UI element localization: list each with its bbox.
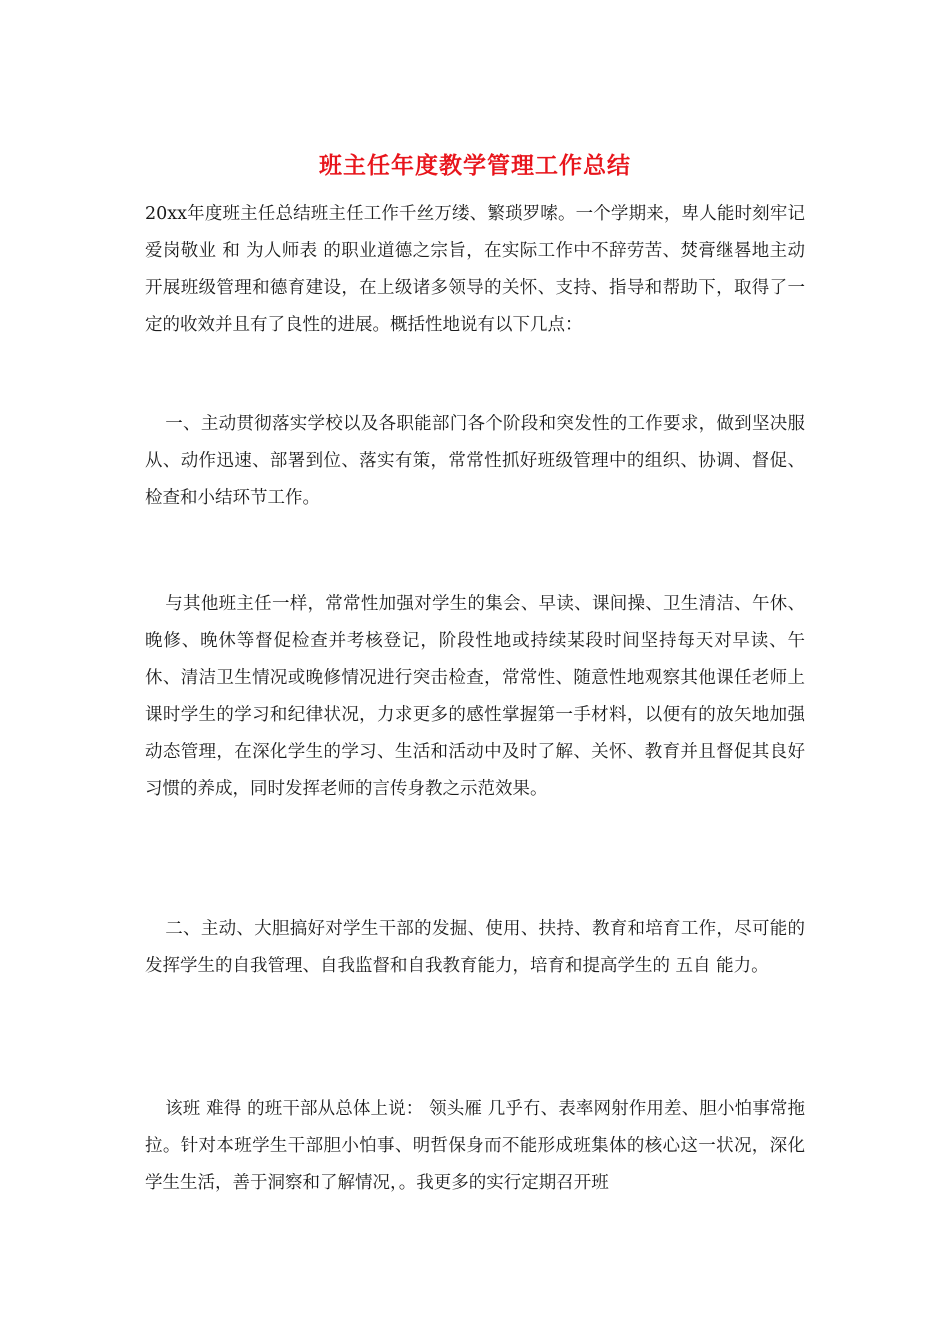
paragraph-section-two-detail [145,1091,805,1202]
paragraph-intro [145,196,805,344]
paragraph-text: 20xx年度班主任总结班主任工作千丝万缕、繁琐罗嗦。一个学期来，卑人能时刻牢记 爱岗敬业 和 为人师表 的职业道德之宗旨，在实际工作中不辞劳苦、焚膏继晷地主动开展班级管理和德育建设，在上级诸多领导的关怀、支持、指导和帮助下，取得了一定的收效并且有了良性的进展。概括性地说有以下几点： [145,204,805,335]
paragraph-text: 一、主动贯彻落实学校以及各职能部门各个阶段和突发性的工作要求，做到坚决服从、动作迅速、部署到位、落实有策，常常性抓好班级管理中的组织、协调、督促、检查和小结环节工作。 [145,414,805,508]
document-title: 班主任年度教学管理工作总结 [319,152,631,179]
paragraph-section-one [145,406,805,517]
paragraph-section-one-detail [145,586,805,808]
paragraph-text: 与其他班主任一样，常常性加强对学生的集会、早读、课间操、卫生清洁、午休、晚修、晚休等督促检查并考核登记，阶段性地或持续某段时间坚持每天对早读、午休、清洁卫生情况或晚修情况进行突击检查，常常性、随意性地观察其他课任老师上课时学生的学习和纪律状况，力求更多的感性掌握第一手材料，以便有的放矢地加强动态管理，在深化学生的学习、生活和活动中及时了解、关怀、教育并且督促其良好习惯的养成，同时发挥老师的言传身教之示范效果。 [145,594,805,799]
paragraph-section-two [145,911,805,985]
paragraph-text: 二、主动、大胆搞好对学生干部的发掘、使用、扶持、教育和培育工作，尽可能的发挥学生的自我管理、自我监督和自我教育能力，培育和提高学生的 五自 能力。 [145,919,805,976]
paragraph-text: 该班 难得 的班干部从总体上说： 领头雁 几乎冇、表率网射作用差、胆小怕事常拖拉。针对本班学生干部胆小怕事、明哲保身而不能形成班集体的核心这一状况，深化学生生活，善于洞察和了解情况，。我更多的实行定期召开班 [145,1099,805,1193]
